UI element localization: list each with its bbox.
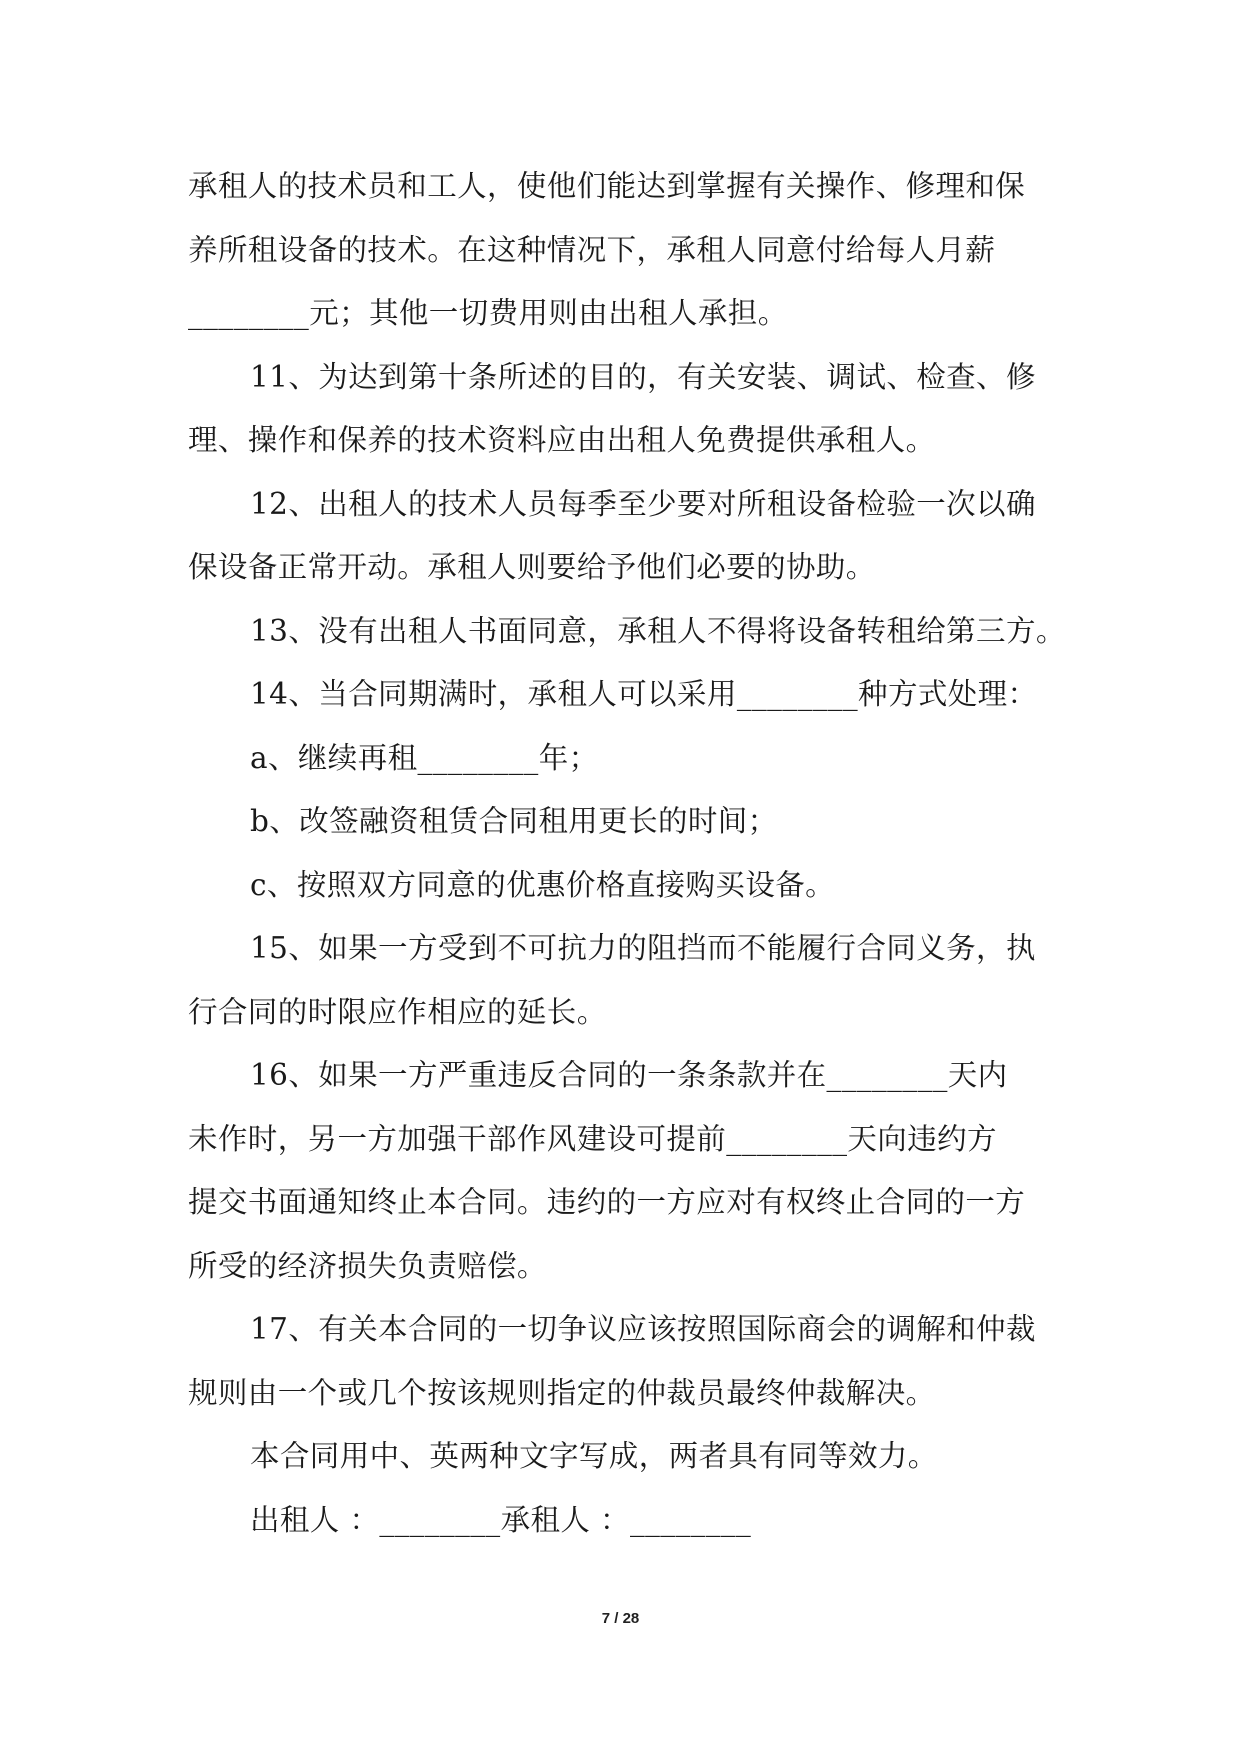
text-line: 所受的经济损失负责赔偿。 — [188, 1248, 547, 1283]
clause-12: 12、出租人的技术人员每季至少要对所租设备检验一次以确 — [250, 486, 1036, 521]
option-c: c、按照双方同意的优惠价格直接购买设备。 — [250, 867, 836, 902]
text-line: 养所租设备的技术。在这种情况下，承租人同意付给每人月薪 — [188, 232, 996, 267]
text-line: 承租人的技术员和工人，使他们能达到掌握有关操作、修理和保 — [188, 169, 1026, 203]
clause-15: 15、如果一方受到不可抗力的阻挡而不能履行合同义务，执 — [250, 931, 1036, 965]
text-line: 未作时，另一方加强干部作风建设可提前________天向违约方 — [188, 1121, 997, 1156]
page-number: 7 / 28 — [601, 1610, 640, 1627]
clause-16: 16、如果一方严重违反合同的一条条款并在________天内 — [250, 1058, 1008, 1092]
option-a: a、继续再租________年； — [250, 740, 599, 775]
option-b: b、改签融资租赁合同租用更长的时间； — [250, 804, 778, 838]
text-line: 理、操作和保养的技术资料应由出租人免费提供承租人。 — [188, 423, 936, 457]
clause-17: 17、有关本合同的一切争议应该按照国际商会的调解和仲裁 — [250, 1312, 1036, 1346]
text-line: 提交书面通知终止本合同。违约的一方应对有权终止合同的一方 — [188, 1185, 1026, 1219]
text-line: 保设备正常开动。承租人则要给予他们必要的协助。 — [188, 550, 876, 584]
clause-13: 13、没有出租人书面同意，承租人不得将设备转租给第三方。 — [250, 613, 1066, 648]
text-line: ________元；其他一切费用则由出租人承担。 — [188, 296, 788, 330]
clause-11: 11、为达到第十条所述的目的，有关安装、调试、检查、修 — [250, 359, 1036, 394]
text-line: 行合同的时限应作相应的延长。 — [188, 994, 607, 1029]
contract-body — [188, 155, 1068, 1552]
signature-line: 出租人 ：________承租人 ：________ — [250, 1502, 752, 1537]
clause-14: 14、当合同期满时，承租人可以采用________种方式处理： — [250, 677, 1038, 711]
text-line: 规则由一个或几个按该规则指定的仲裁员最终仲裁解决。 — [188, 1375, 936, 1410]
language-clause: 本合同用中、英两种文字写成，两者具有同等效力。 — [250, 1439, 938, 1473]
